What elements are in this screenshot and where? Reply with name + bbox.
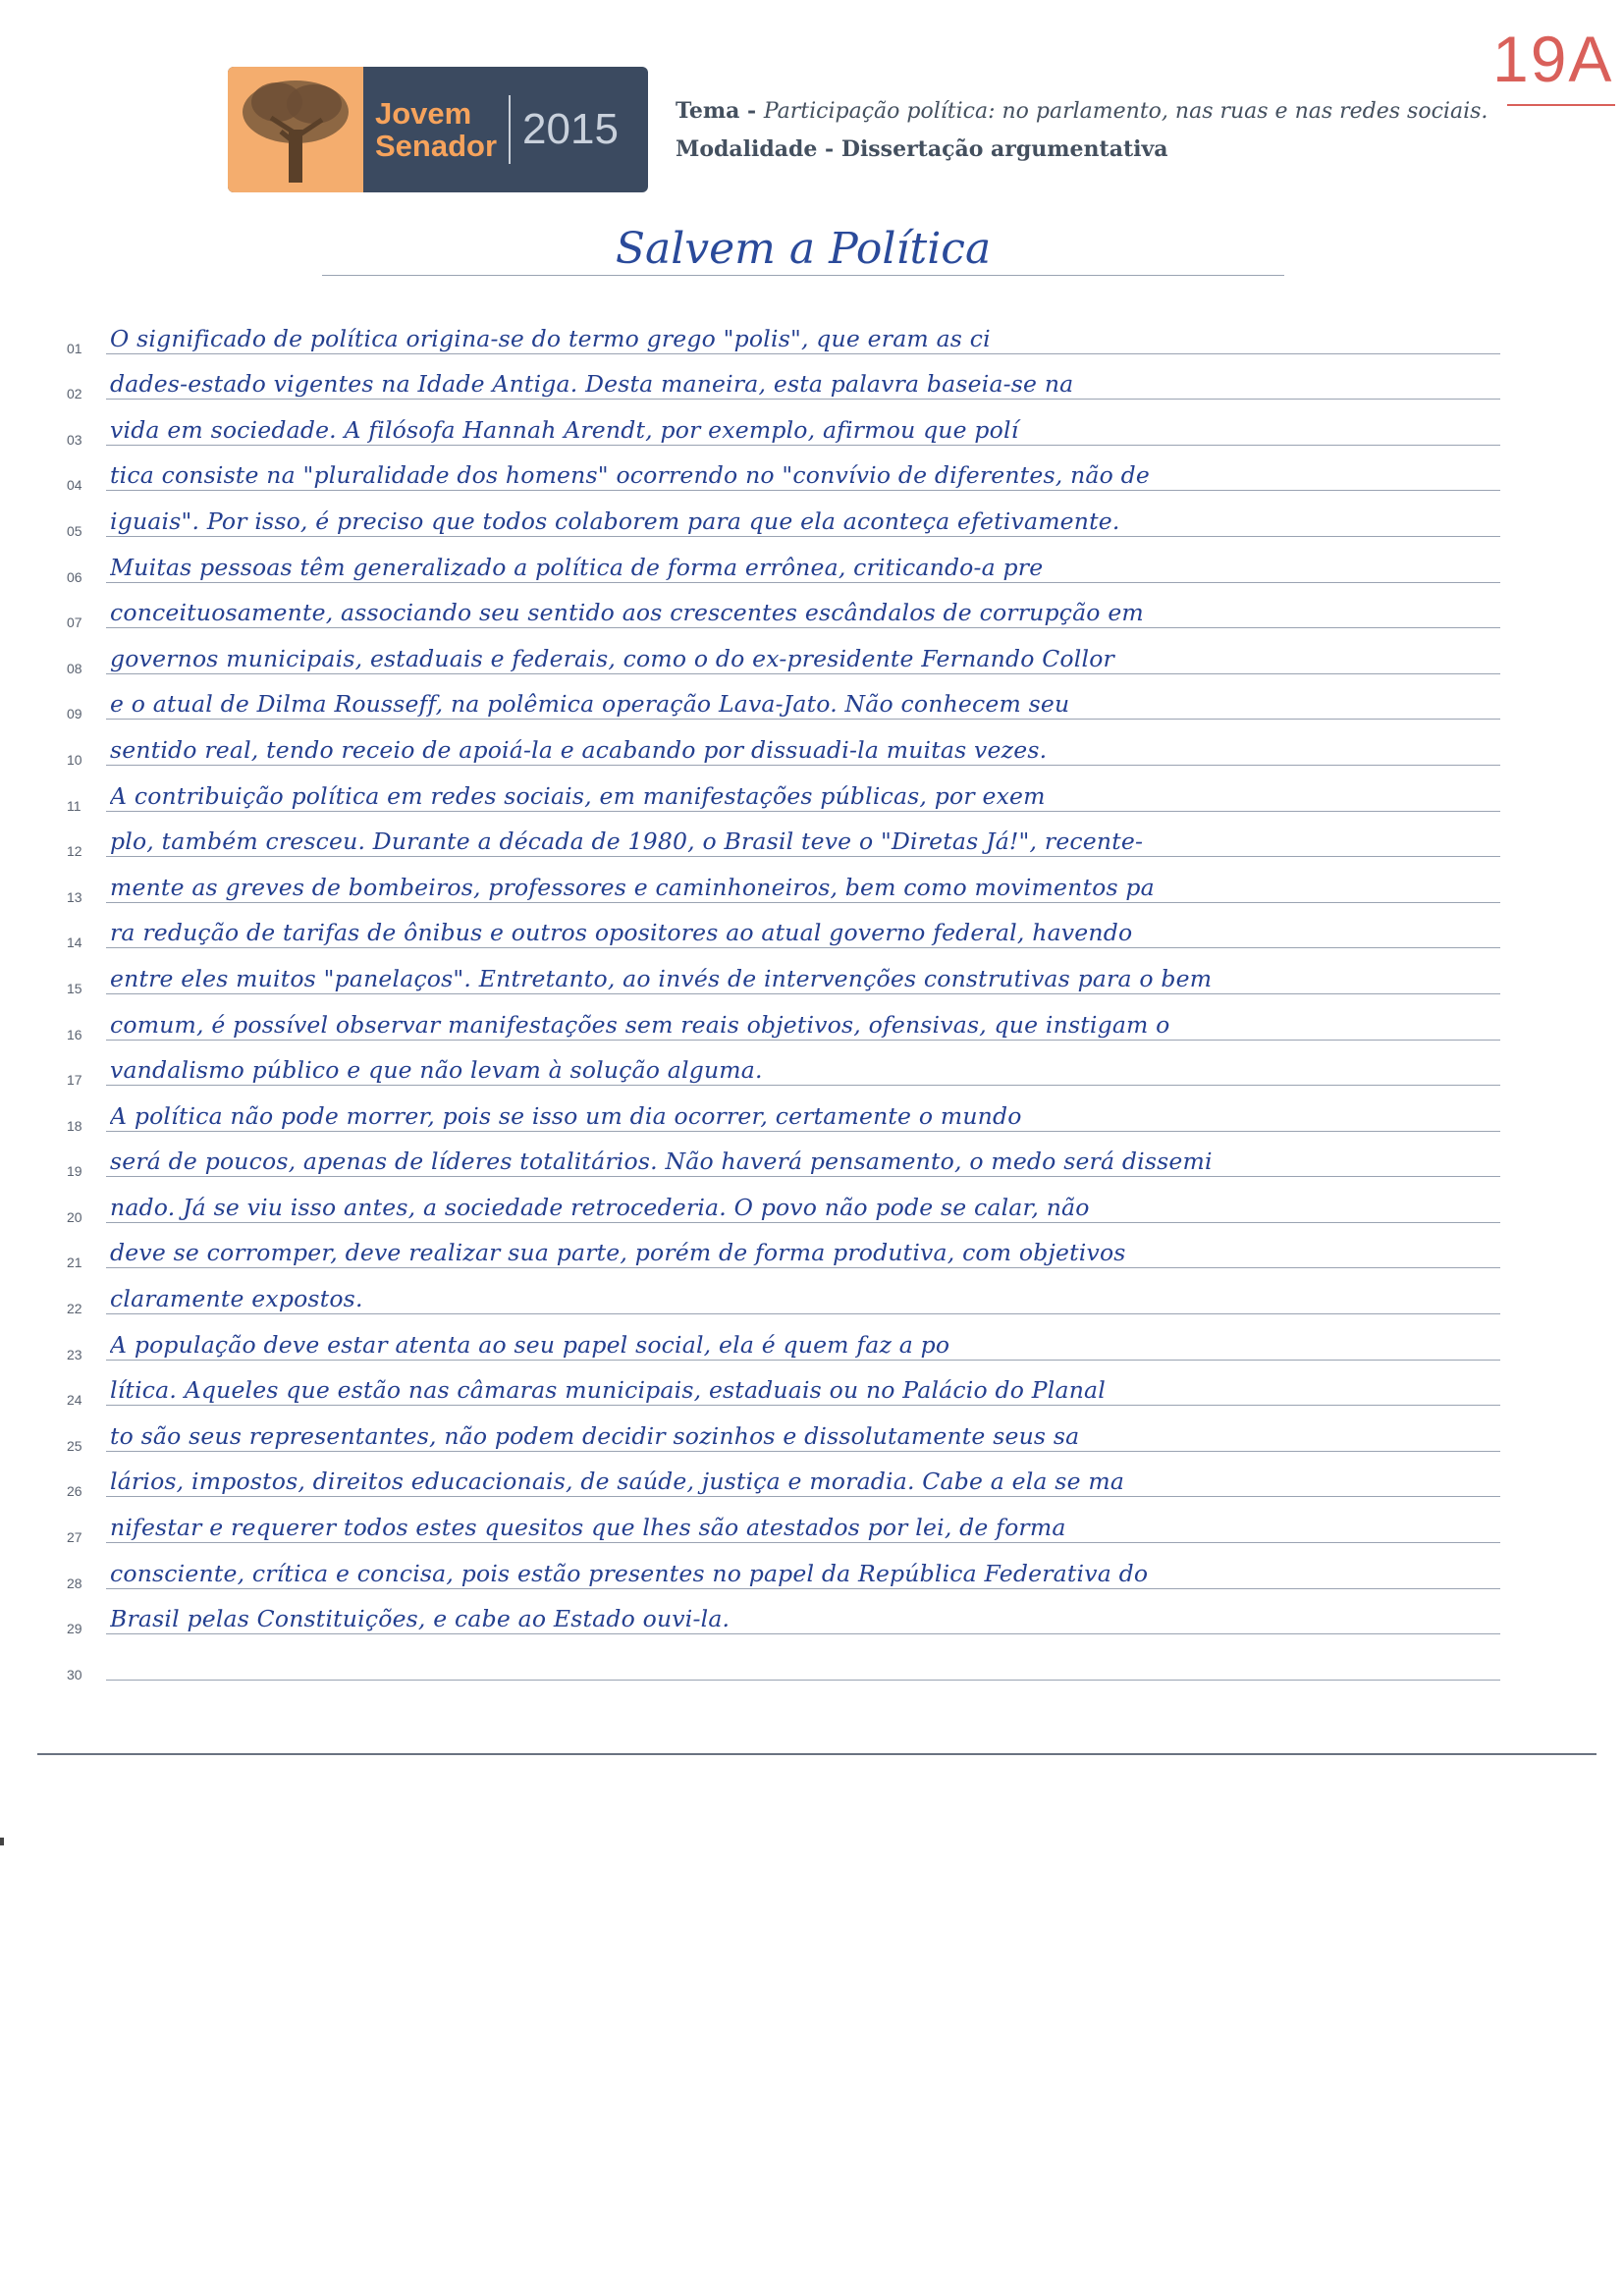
essay-line <box>67 1501 1500 1547</box>
modalidade-row <box>676 131 1559 169</box>
line-number: 27 <box>67 1529 82 1546</box>
line-rule <box>106 1040 1500 1041</box>
essay-line <box>67 816 1500 862</box>
essay-line <box>67 495 1500 541</box>
line-number: 07 <box>67 614 82 631</box>
line-rule <box>106 582 1500 583</box>
line-number: 16 <box>67 1026 82 1042</box>
line-number: 13 <box>67 888 82 905</box>
line-text: O significado de política origina-se do termo grego "polis", que eram as ci <box>110 324 991 352</box>
line-text: vida em sociedade. A filósofa Hannah Arendt, por exemplo, afirmou que polí <box>110 415 1019 444</box>
line-text: comum, é possível observar manifestações sem reais objetivos, ofensivas, que instigam o <box>110 1010 1170 1039</box>
line-number: 30 <box>67 1666 82 1682</box>
line-text: entre eles muitos "panelaços". Entretanto, ao invés de intervenções construtivas para o bem <box>110 964 1213 992</box>
line-rule <box>106 856 1500 857</box>
header-info <box>676 92 1559 169</box>
title-rule <box>322 275 1284 276</box>
line-number: 02 <box>67 386 82 402</box>
line-text: mente as greves de bombeiros, professores e caminhoneiros, bem como movimentos pa <box>110 873 1155 901</box>
line-rule <box>106 1085 1500 1086</box>
line-text: sentido real, tendo receio de apoiá-la e acabando por dissuadi-la muitas vezes. <box>110 735 1048 764</box>
line-text: to são seus representantes, não podem decidir sozinhos e dissolutamente seus sa <box>110 1421 1080 1450</box>
line-rule <box>106 1588 1500 1589</box>
logo-year: 2015 <box>522 105 619 153</box>
line-rule <box>106 1633 1500 1634</box>
line-rule <box>106 1542 1500 1543</box>
footer-divider <box>37 1753 1597 1755</box>
line-rule <box>106 1313 1500 1314</box>
essay-lines <box>67 312 1500 1684</box>
line-rule <box>106 353 1500 354</box>
essay-line <box>67 450 1500 496</box>
line-rule <box>106 902 1500 903</box>
line-text: nado. Já se viu isso antes, a sociedade retrocederia. O povo não pode se calar, não <box>110 1193 1090 1221</box>
line-number: 26 <box>67 1483 82 1500</box>
grade-stamp: 19A <box>1492 23 1614 95</box>
line-number: 09 <box>67 706 82 722</box>
modalidade-label: Modalidade - <box>676 136 841 162</box>
essay-line <box>67 678 1500 724</box>
line-text: consciente, crítica e concisa, pois estão presentes no papel da República Federativa do <box>110 1559 1149 1587</box>
line-text: Muitas pessoas têm generalizado a política de forma errônea, criticando-a pre <box>110 553 1044 581</box>
essay-line <box>67 1456 1500 1502</box>
line-text: claramente expostos. <box>110 1285 363 1313</box>
line-rule <box>106 1451 1500 1452</box>
essay-line <box>67 861 1500 907</box>
line-text: deve se corromper, deve realizar sua parte, porém de forma produtiva, com objetivos <box>110 1239 1126 1267</box>
scan-edge-mark <box>0 1838 4 1845</box>
essay-line <box>67 1181 1500 1227</box>
line-rule <box>106 993 1500 994</box>
line-number: 23 <box>67 1346 82 1362</box>
essay-line <box>67 1272 1500 1318</box>
line-number: 25 <box>67 1437 82 1454</box>
line-number: 22 <box>67 1301 82 1317</box>
line-text: A população deve estar atenta ao seu papel social, ela é quem faz a po <box>110 1330 950 1359</box>
line-text: e o atual de Dilma Rousseff, na polêmica operação Lava-Jato. Não conhecem seu <box>110 690 1070 719</box>
line-number: 12 <box>67 843 82 860</box>
essay-line <box>67 1593 1500 1639</box>
line-number: 24 <box>67 1392 82 1409</box>
line-number: 05 <box>67 522 82 539</box>
essay-line <box>67 1090 1500 1136</box>
line-number: 14 <box>67 934 82 951</box>
line-rule <box>106 445 1500 446</box>
essay-line <box>67 1547 1500 1593</box>
line-rule <box>106 673 1500 674</box>
line-number: 08 <box>67 660 82 676</box>
line-rule <box>106 1267 1500 1268</box>
tema-label: Tema - <box>676 98 764 124</box>
line-number: 15 <box>67 980 82 996</box>
logo-name-line2: Senador <box>375 129 498 163</box>
tree-icon <box>228 67 363 192</box>
essay-line <box>67 1136 1500 1182</box>
essay-line <box>67 1638 1500 1684</box>
line-number: 28 <box>67 1575 82 1591</box>
line-text: dades-estado vigentes na Idade Antiga. Desta maneira, esta palavra baseia-se na <box>110 370 1074 399</box>
stamp-underline <box>1507 104 1615 106</box>
essay-line <box>67 541 1500 587</box>
line-text: ra redução de tarifas de ônibus e outros opositores ao atual governo federal, havendo <box>110 919 1133 947</box>
line-number: 04 <box>67 477 82 494</box>
tema-value: Participação política: no parlamento, nas ruas e nas redes sociais. <box>763 99 1489 124</box>
line-rule <box>106 1680 1500 1681</box>
essay-line <box>67 1044 1500 1091</box>
line-rule <box>106 1496 1500 1497</box>
line-text: governos municipais, estaduais e federais, como o do ex-presidente Fernando Collor <box>110 644 1114 672</box>
line-rule <box>106 490 1500 491</box>
essay-line <box>67 312 1500 358</box>
line-rule <box>106 399 1500 400</box>
line-rule <box>106 947 1500 948</box>
jovem-senador-logo <box>228 67 648 192</box>
essay-line <box>67 587 1500 633</box>
line-number: 11 <box>67 797 81 814</box>
essay-line <box>67 403 1500 450</box>
essay-line <box>67 1318 1500 1364</box>
logo-divider <box>509 95 511 164</box>
line-text: lítica. Aqueles que estão nas câmaras municipais, estaduais ou no Palácio do Planal <box>110 1376 1106 1405</box>
line-text: A contribuição política em redes sociais, em manifestações públicas, por exem <box>110 781 1046 810</box>
essay-line <box>67 1364 1500 1411</box>
line-text: A política não pode morrer, pois se isso um dia ocorrer, certamente o mundo <box>110 1101 1022 1130</box>
tema-row <box>676 92 1559 131</box>
line-number: 29 <box>67 1621 82 1637</box>
line-text: lários, impostos, direitos educacionais, de saúde, justiça e moradia. Cabe a ela se ma <box>110 1468 1125 1496</box>
line-rule <box>106 765 1500 766</box>
line-text: conceituosamente, associando seu sentido aos crescentes escândalos de corrupção em <box>110 599 1144 627</box>
line-text: iguais". Por isso, é preciso que todos colaborem para que ela aconteça efetivamente. <box>110 507 1120 535</box>
line-number: 19 <box>67 1163 82 1180</box>
essay-line <box>67 770 1500 816</box>
essay-line <box>67 632 1500 678</box>
line-number: 10 <box>67 751 82 768</box>
line-text: vandalismo público e que não levam à solução alguma. <box>110 1056 763 1085</box>
line-text: tica consiste na "pluralidade dos homens" ocorrendo no "convívio de diferentes, não de <box>110 461 1151 490</box>
line-rule <box>106 811 1500 812</box>
essay-line <box>67 998 1500 1044</box>
essay-line <box>67 358 1500 404</box>
essay-line <box>67 1227 1500 1273</box>
line-rule <box>106 536 1500 537</box>
modalidade-value: Dissertação argumentativa <box>840 136 1168 162</box>
line-number: 06 <box>67 568 82 585</box>
line-text: nifestar e requerer todos estes quesitos que lhes são atestados por lei, de forma <box>110 1514 1066 1542</box>
line-rule <box>106 1405 1500 1406</box>
line-number: 18 <box>67 1117 82 1134</box>
line-text: será de poucos, apenas de líderes totalitários. Não haverá pensamento, o medo será dissemi <box>110 1148 1213 1176</box>
essay-line <box>67 723 1500 770</box>
line-rule <box>106 627 1500 628</box>
line-number: 01 <box>67 340 82 356</box>
line-number: 20 <box>67 1208 82 1225</box>
line-number: 03 <box>67 431 82 448</box>
essay-line <box>67 1410 1500 1456</box>
line-rule <box>106 719 1500 720</box>
line-text: plo, também cresceu. Durante a década de 1980, o Brasil teve o "Diretas Já!", recente- <box>110 828 1144 856</box>
line-rule <box>106 1222 1500 1223</box>
line-number: 17 <box>67 1072 82 1089</box>
essay-line <box>67 952 1500 998</box>
essay-title: Salvem a Política <box>615 224 992 274</box>
line-rule <box>106 1176 1500 1177</box>
line-rule <box>106 1131 1500 1132</box>
line-text: Brasil pelas Constituições, e cabe ao Estado ouvi-la. <box>110 1605 731 1633</box>
logo-name-line1: Jovem <box>375 96 472 131</box>
line-number: 21 <box>67 1255 82 1271</box>
essay-line <box>67 907 1500 953</box>
line-rule <box>106 1360 1500 1361</box>
